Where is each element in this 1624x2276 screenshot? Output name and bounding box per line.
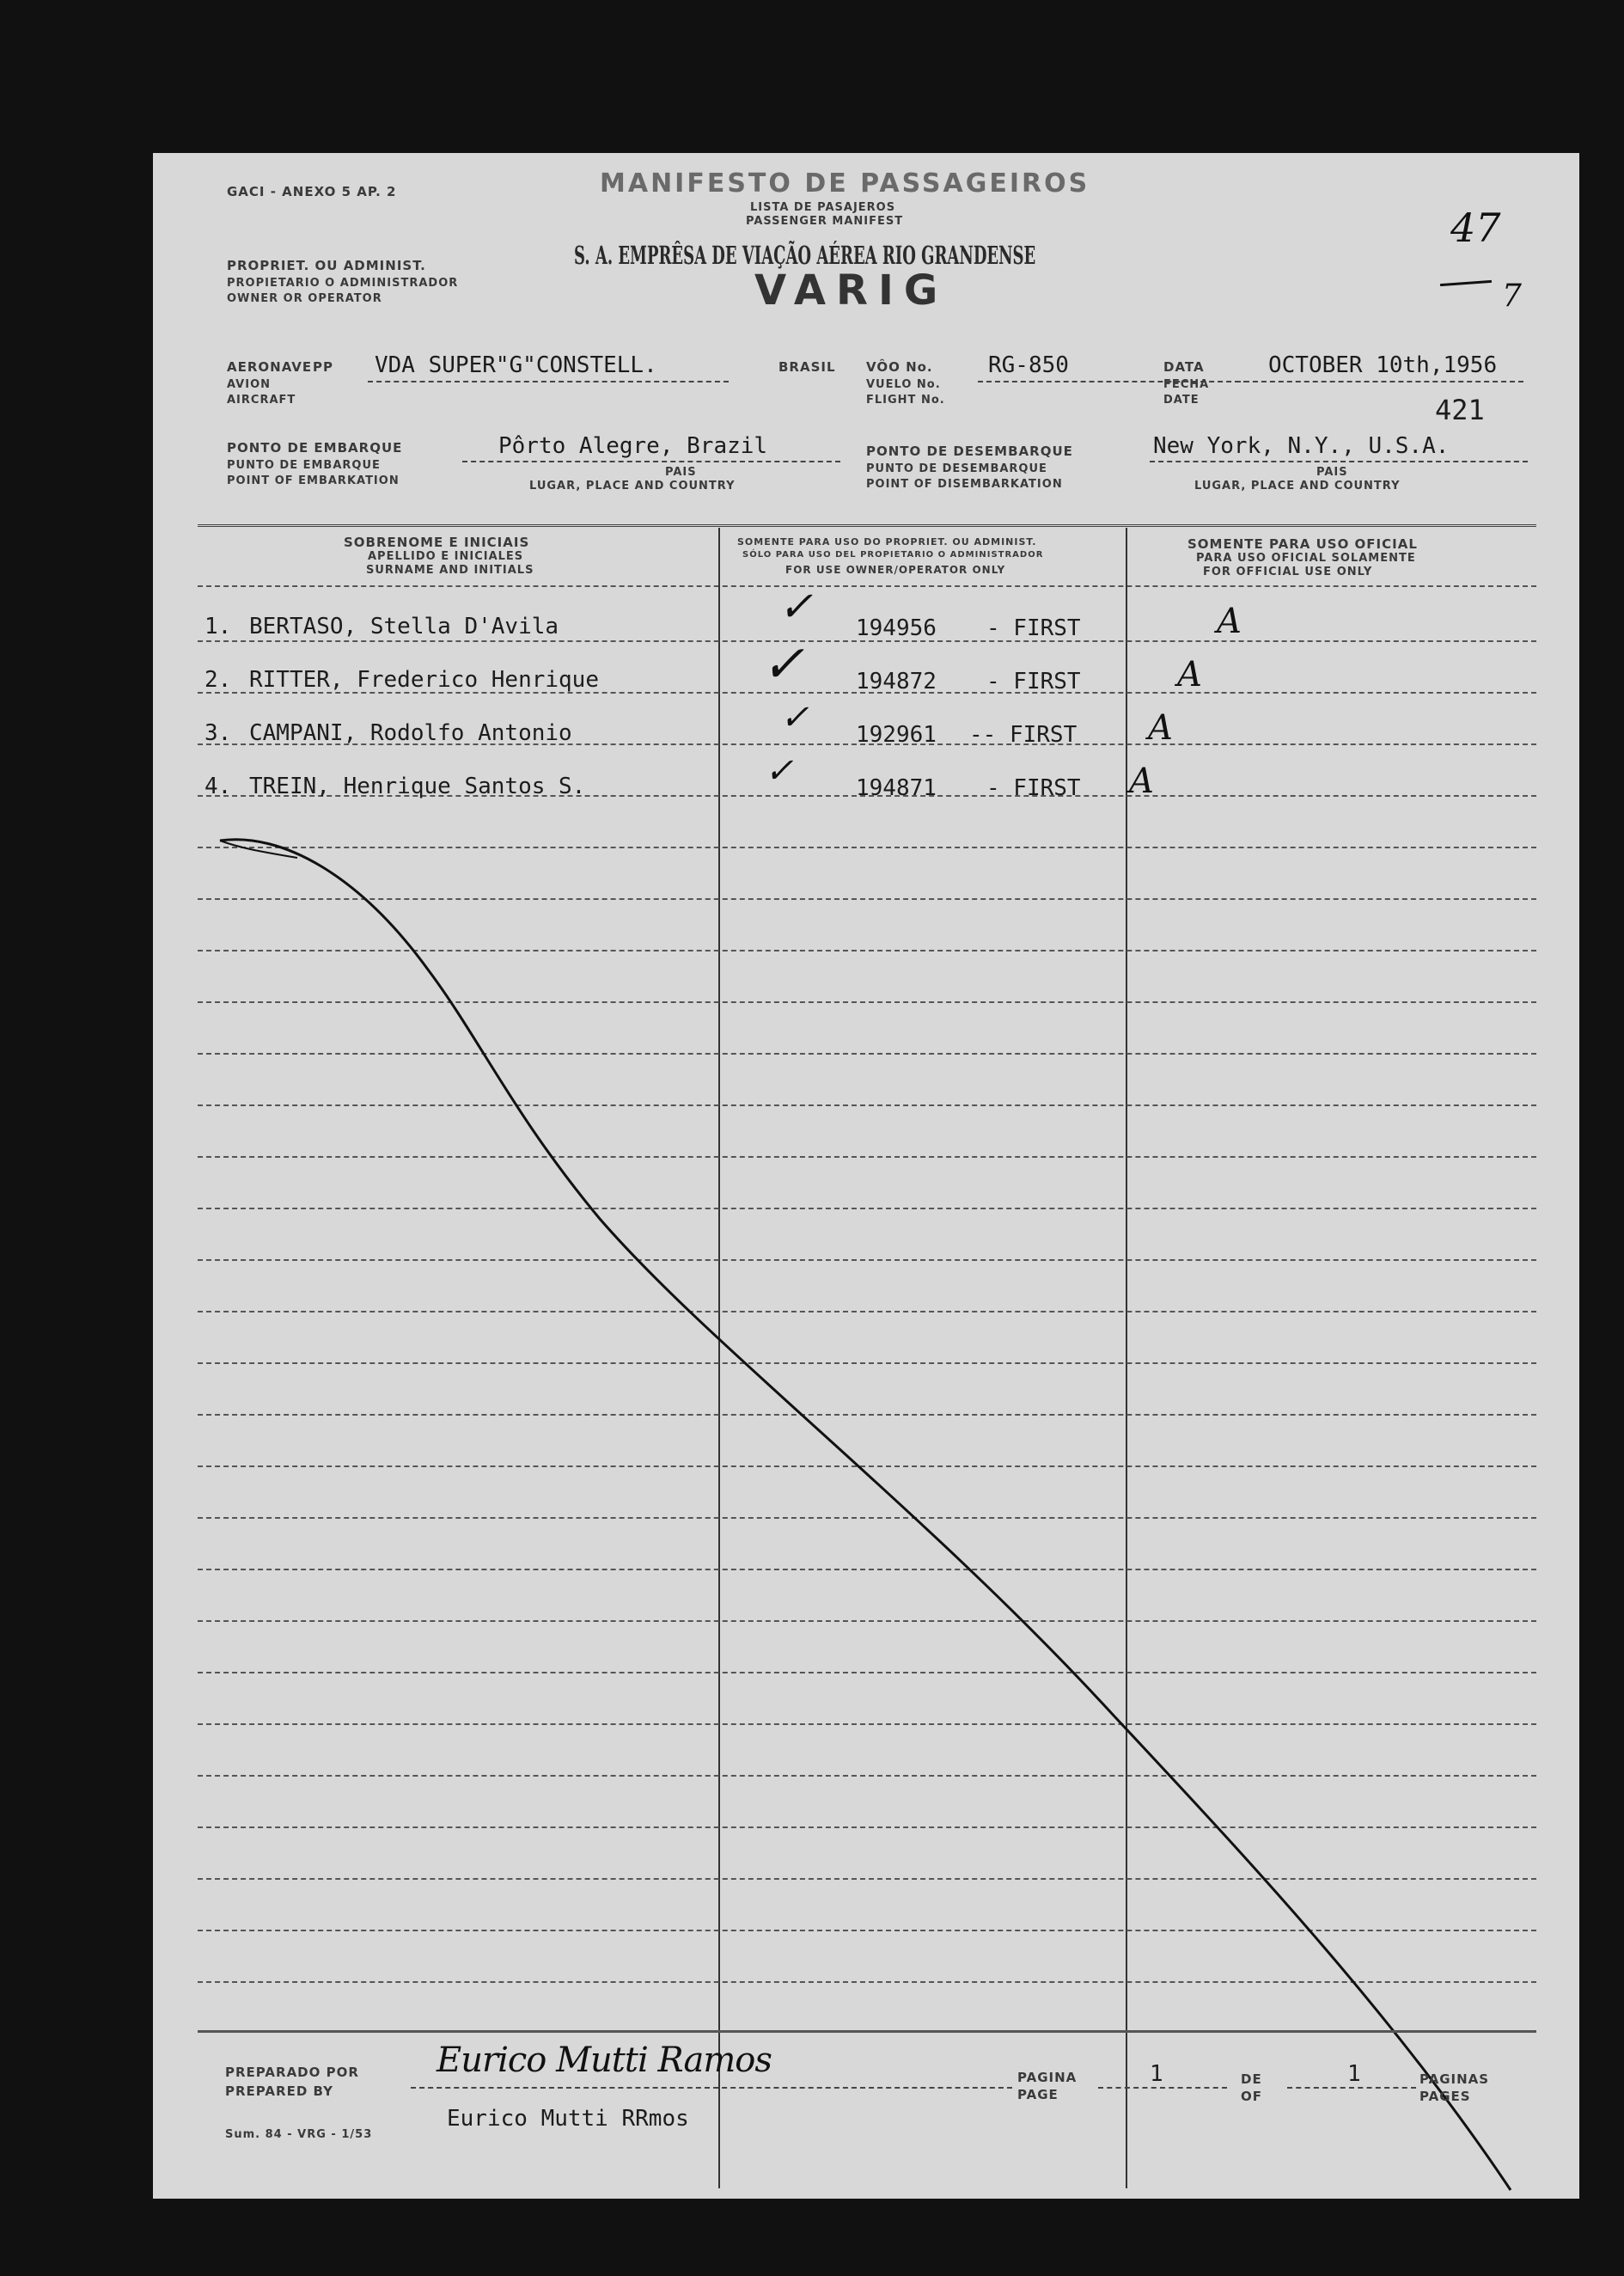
disembark-label-es: PUNTO DE DESEMBARQUE bbox=[866, 462, 1047, 475]
passenger-name: CAMPANI, Rodolfo Antonio bbox=[249, 720, 572, 746]
manifest-title: MANIFESTO DE PASSAGEIROS bbox=[600, 168, 1090, 199]
disembark-label-en: POINT OF DISEMBARKATION bbox=[866, 478, 1063, 491]
official-mark: A bbox=[1129, 762, 1154, 801]
of-label-en: OF bbox=[1241, 2089, 1262, 2104]
disembark-sub-es: PAIS bbox=[1316, 466, 1348, 479]
form-code: GACI - ANEXO 5 AP. 2 bbox=[227, 184, 397, 199]
col3-header-pt: SOMENTE PARA USO OFICIAL bbox=[1187, 536, 1418, 552]
row-number: 4. bbox=[205, 774, 232, 799]
pages-label-pt: PAGINAS bbox=[1419, 2071, 1490, 2087]
manifest-sheet bbox=[153, 153, 1579, 2199]
prepared-underline bbox=[411, 2087, 1012, 2089]
check-mark: ✓ bbox=[761, 634, 805, 694]
row-number: 2. bbox=[205, 667, 232, 693]
stamp-number: 47 bbox=[1450, 205, 1501, 251]
operator-label-es: PROPIETARIO O ADMINISTRADOR bbox=[227, 277, 459, 290]
registry-label: BRASIL bbox=[778, 359, 836, 375]
page-value: 1 bbox=[1150, 2061, 1163, 2087]
preparer-signature: Eurico Mutti Ramos bbox=[437, 2040, 772, 2080]
varig-brand: VARIG bbox=[754, 266, 949, 315]
ticket-number: 192961 bbox=[856, 722, 937, 748]
manifest-title-en: PASSENGER MANIFEST bbox=[746, 215, 904, 228]
official-mark: A bbox=[1177, 655, 1202, 694]
date-label-es: FECHA bbox=[1163, 378, 1210, 391]
aircraft-prefix: PP bbox=[313, 359, 333, 375]
manifest-title-es: LISTA DE PASAJEROS bbox=[750, 201, 896, 214]
official-mark: A bbox=[1148, 708, 1173, 748]
form-number: Sum. 84 - VRG - 1/53 bbox=[225, 2128, 373, 2141]
ticket-number: 194956 bbox=[856, 615, 937, 641]
flight-label-en: FLIGHT No. bbox=[866, 394, 945, 407]
col2-header-en: FOR USE OWNER/OPERATOR ONLY bbox=[785, 564, 1006, 576]
col1-header-es: APELLIDO E INICIALES bbox=[368, 550, 524, 563]
col3-header-es: PARA USO OFICIAL SOLAMENTE bbox=[1196, 552, 1416, 565]
date-label-en: DATE bbox=[1163, 394, 1200, 407]
check-mark: ✓ bbox=[780, 698, 809, 737]
official-mark: A bbox=[1217, 602, 1242, 641]
preparer-name: Eurico Mutti RRmos bbox=[447, 2106, 689, 2132]
col2-header-es: SÓLO PARA USO DEL PROPIETARIO O ADMINISTRADOR bbox=[742, 550, 1044, 560]
of-underline bbox=[1287, 2087, 1416, 2089]
flight-label-es: VUELO No. bbox=[866, 378, 941, 391]
embark-sub-en: LUGAR, PLACE AND COUNTRY bbox=[529, 480, 736, 493]
disembark-label-pt: PONTO DE DESEMBARQUE bbox=[866, 444, 1073, 459]
col3-header-en: FOR OFFICIAL USE ONLY bbox=[1203, 566, 1373, 578]
company-name: S. A. EMPRÊSA DE VIAÇÃO AÉREA RIO GRANDENSE bbox=[574, 241, 1036, 270]
ticket-class: -- FIRST bbox=[969, 722, 1078, 748]
prepared-label-pt: PREPARADO POR bbox=[225, 2065, 359, 2080]
operator-label-pt: PROPRIET. OU ADMINIST. bbox=[227, 258, 426, 273]
date-value: OCTOBER 10th,1956 bbox=[1268, 352, 1498, 378]
page-underline bbox=[1098, 2087, 1227, 2089]
stamp-number-2: 7 bbox=[1502, 278, 1522, 314]
flight-label-pt: VÔO No. bbox=[866, 359, 933, 375]
of-value: 1 bbox=[1347, 2061, 1361, 2087]
disembark-value: New York, N.Y., U.S.A. bbox=[1153, 433, 1450, 459]
col2-header-pt: SOMENTE PARA USO DO PROPRIET. OU ADMINIST. bbox=[737, 536, 1037, 548]
ticket-class: - FIRST bbox=[986, 615, 1081, 641]
embark-label-es: PUNTO DE EMBARQUE bbox=[227, 459, 381, 472]
footer-rule bbox=[198, 2030, 1536, 2033]
ticket-class: - FIRST bbox=[986, 669, 1081, 694]
disembark-sub-en: LUGAR, PLACE AND COUNTRY bbox=[1194, 480, 1401, 493]
aircraft-label-es: AVION bbox=[227, 378, 272, 391]
embark-sub-es: PAIS bbox=[665, 466, 697, 479]
aircraft-label-pt: AERONAVE bbox=[227, 359, 313, 375]
col1-header-en: SURNAME AND INITIALS bbox=[366, 564, 534, 577]
ticket-class: - FIRST bbox=[986, 775, 1081, 801]
prepared-label-en: PREPARED BY bbox=[225, 2083, 333, 2099]
ticket-number: 194872 bbox=[856, 669, 937, 694]
col1-header-pt: SOBRENOME E INICIAIS bbox=[344, 535, 530, 550]
cancellation-line bbox=[153, 153, 1579, 2199]
of-label-pt: DE bbox=[1241, 2071, 1262, 2087]
page-label-en: PAGE bbox=[1017, 2087, 1059, 2102]
passenger-name: TREIN, Henrique Santos S. bbox=[249, 774, 586, 799]
operator-label-en: OWNER OR OPERATOR bbox=[227, 292, 382, 305]
row-number: 3. bbox=[205, 720, 232, 746]
aircraft-value: VDA SUPER"G"CONSTELL. bbox=[375, 352, 657, 378]
pages-label-en: PAGES bbox=[1419, 2089, 1471, 2104]
aircraft-label-en: AIRCRAFT bbox=[227, 394, 296, 407]
ticket-number: 194871 bbox=[856, 775, 937, 801]
embark-label-en: POINT OF EMBARKATION bbox=[227, 474, 400, 487]
flight-value: RG-850 bbox=[988, 352, 1069, 378]
date-label-pt: DATA bbox=[1163, 359, 1205, 375]
check-mark: ✓ bbox=[778, 583, 814, 631]
passenger-name: RITTER, Frederico Henrique bbox=[249, 667, 599, 693]
row-number: 1. bbox=[205, 614, 232, 639]
embark-value: Pôrto Alegre, Brazil bbox=[498, 433, 768, 459]
embark-label-pt: PONTO DE EMBARQUE bbox=[227, 440, 403, 456]
passenger-name: BERTASO, Stella D'Avila bbox=[249, 614, 559, 639]
page-ref: 421 bbox=[1435, 394, 1485, 426]
page-label-pt: PAGINA bbox=[1017, 2070, 1078, 2085]
check-mark: ✓ bbox=[765, 751, 794, 791]
